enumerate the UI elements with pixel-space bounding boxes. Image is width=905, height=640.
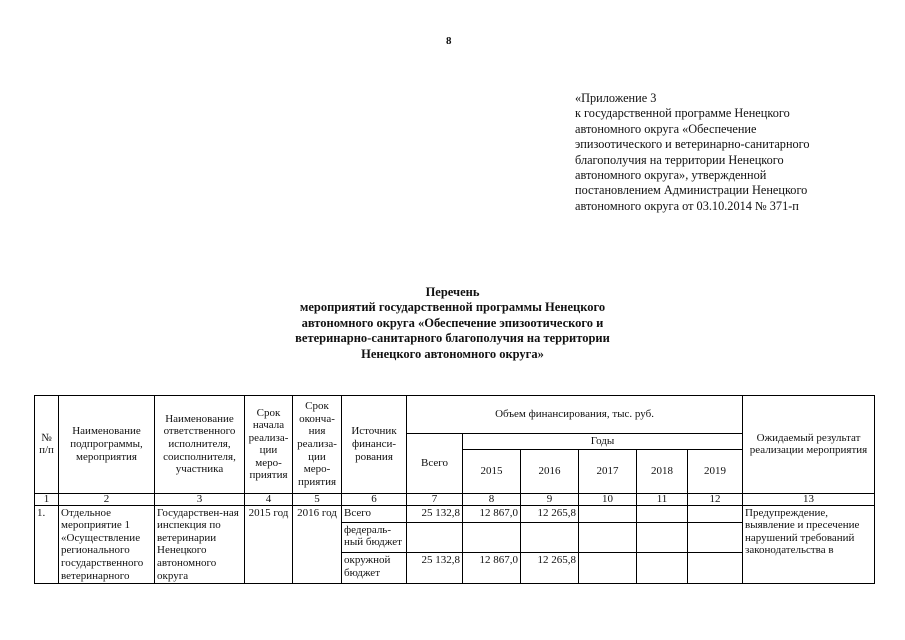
- source-label: Всего: [342, 505, 407, 522]
- column-number: 4: [245, 493, 293, 505]
- document-title: [230, 285, 675, 362]
- cell-2015: 12 867,0: [463, 553, 521, 584]
- title-line: автономного округа «Обеспечение эпизоотического и: [301, 315, 604, 330]
- column-number: 2: [59, 493, 155, 505]
- cell-2019: [688, 505, 743, 522]
- column-numbers-row: [35, 493, 875, 505]
- header-year-2017: 2017: [579, 449, 637, 493]
- column-number: 12: [688, 493, 743, 505]
- appendix-line: к государственной программе Ненецкого: [575, 106, 790, 121]
- cell-total: 25 132,8: [407, 505, 463, 522]
- header-funding: Объем финансирования, тыс. руб.: [407, 396, 743, 434]
- column-number: 10: [579, 493, 637, 505]
- column-number: 6: [342, 493, 407, 505]
- title-line: Ненецкого автономного округа»: [361, 346, 544, 361]
- cell-2018: [637, 553, 688, 584]
- row-end: 2016 год: [293, 505, 342, 584]
- appendix-line: автономного округа», утвержденной: [575, 168, 767, 183]
- cell-2016: 12 265,8: [521, 553, 579, 584]
- column-number: 11: [637, 493, 688, 505]
- cell-2017: [579, 505, 637, 522]
- column-number: 3: [155, 493, 245, 505]
- header-source: Источник финанси-рования: [342, 396, 407, 494]
- title-line: мероприятий государственной программы Ненецкого: [299, 300, 606, 315]
- title-line: ветеринарно-санитарного благополучия на территории: [295, 331, 610, 346]
- source-label: окружной бюджет: [342, 553, 407, 584]
- column-number: 13: [743, 493, 875, 505]
- header-num: № п/п: [35, 396, 59, 494]
- header-year-2015: 2015: [463, 449, 521, 493]
- header-years-group: Годы: [463, 434, 743, 450]
- cell-2016: 12 265,8: [521, 505, 579, 522]
- cell-2018: [637, 522, 688, 553]
- title-line: Перечень: [425, 285, 480, 299]
- header-start: Срок начала реализа-ции меро-приятия: [245, 396, 293, 494]
- header-name: Наименование подпрограммы, мероприятия: [59, 396, 155, 494]
- cell-2015: 12 867,0: [463, 505, 521, 522]
- header-year-2019: 2019: [688, 449, 743, 493]
- header-result: Ожидаемый результат реализации мероприятия: [743, 396, 875, 494]
- column-number: 7: [407, 493, 463, 505]
- activities-table: [34, 395, 875, 584]
- cell-2017: [579, 522, 637, 553]
- appendix-line: эпизоотического и ветеринарно-санитарного: [575, 137, 810, 152]
- table-row: [35, 505, 875, 522]
- cell-2017: [579, 553, 637, 584]
- header-year-2016: 2016: [521, 449, 579, 493]
- row-activity-name: Отдельное мероприятие 1 «Осуществление регионального государственного ветеринарного: [59, 505, 155, 584]
- appendix-line: благополучия на территории Ненецкого: [575, 152, 784, 167]
- page-number: 8: [446, 35, 452, 47]
- cell-2019: [688, 553, 743, 584]
- appendix-note: [575, 91, 875, 214]
- column-number: 1: [35, 493, 59, 505]
- appendix-line: автономного округа «Обеспечение: [575, 121, 757, 136]
- appendix-line: «Приложение 3: [575, 91, 657, 105]
- appendix-line: автономного округа от 03.10.2014 № 371-п: [575, 198, 799, 213]
- row-start: 2015 год: [245, 505, 293, 584]
- appendix-line: постановлением Администрации Ненецкого: [575, 183, 808, 198]
- cell-2015: [463, 522, 521, 553]
- row-num: 1.: [35, 505, 59, 584]
- cell-2018: [637, 505, 688, 522]
- column-number: 8: [463, 493, 521, 505]
- header-total: Всего: [407, 434, 463, 494]
- header-year-2018: 2018: [637, 449, 688, 493]
- cell-2016: [521, 522, 579, 553]
- cell-2019: [688, 522, 743, 553]
- header-end: Срок оконча-ния реализа-ции меро-приятия: [293, 396, 342, 494]
- cell-total: 25 132,8: [407, 553, 463, 584]
- row-expected-result: Предупреждение, выявление и пресечение нарушений требований законодательства в: [743, 505, 875, 584]
- header-executor: Наименование ответственного исполнителя, соисполнителя, участника: [155, 396, 245, 494]
- cell-total: [407, 522, 463, 553]
- source-label: федераль-ный бюджет: [342, 522, 407, 553]
- column-number: 9: [521, 493, 579, 505]
- row-executor: Государствен-ная инспекция по ветеринарии Ненецкого автономного округа: [155, 505, 245, 584]
- column-number: 5: [293, 493, 342, 505]
